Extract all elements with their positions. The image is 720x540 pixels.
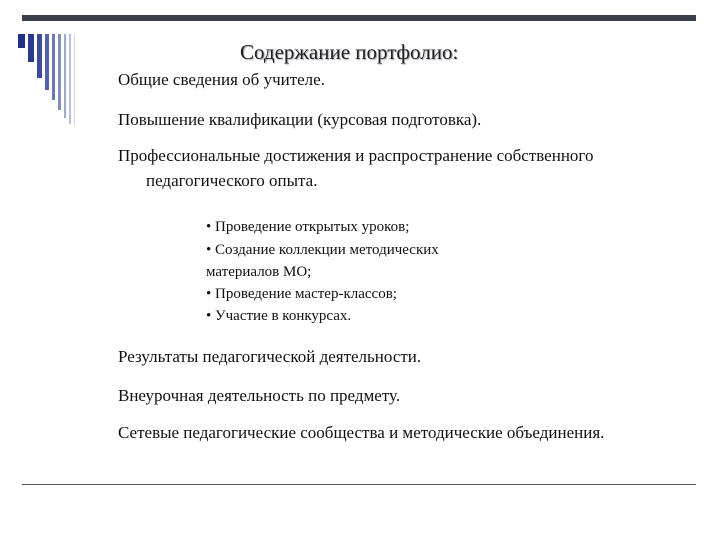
stripe: [45, 34, 49, 90]
stripe: [64, 34, 66, 118]
subitem-contests: • Участие в конкурсах.: [206, 308, 352, 324]
item-achievements-cont: педагогического опыта.: [146, 171, 318, 190]
subitem-collection-cont: материалов МО;: [206, 264, 312, 280]
slide-title: Содержание портфолио:: [240, 40, 459, 64]
item-qualification: Повышение квалификации (курсовая подготовка).: [118, 110, 482, 129]
subitem-open-lessons: • Проведение открытых уроков;: [206, 219, 410, 235]
stripe: [58, 34, 61, 110]
bottom-rule: [22, 484, 696, 485]
item-achievements: Профессиональные достижения и распространение собственного: [118, 146, 594, 165]
stripe: [69, 34, 71, 124]
stripe: [37, 34, 42, 78]
item-networks: Сетевые педагогические сообщества и методические объединения.: [118, 423, 605, 442]
top-rule: [22, 15, 696, 21]
stripe: [52, 34, 55, 100]
stripe: [18, 34, 25, 48]
stripe: [28, 34, 34, 62]
subitem-collection: • Создание коллекции методических: [206, 242, 439, 258]
item-extracurricular: Внеурочная деятельность по предмету.: [118, 386, 401, 405]
item-general-info: Общие сведения об учителе.: [118, 70, 325, 89]
item-results: Результаты педагогической деятельности.: [118, 347, 422, 366]
stripe: [74, 34, 75, 126]
subitem-master-classes: • Проведение мастер-классов;: [206, 286, 397, 302]
